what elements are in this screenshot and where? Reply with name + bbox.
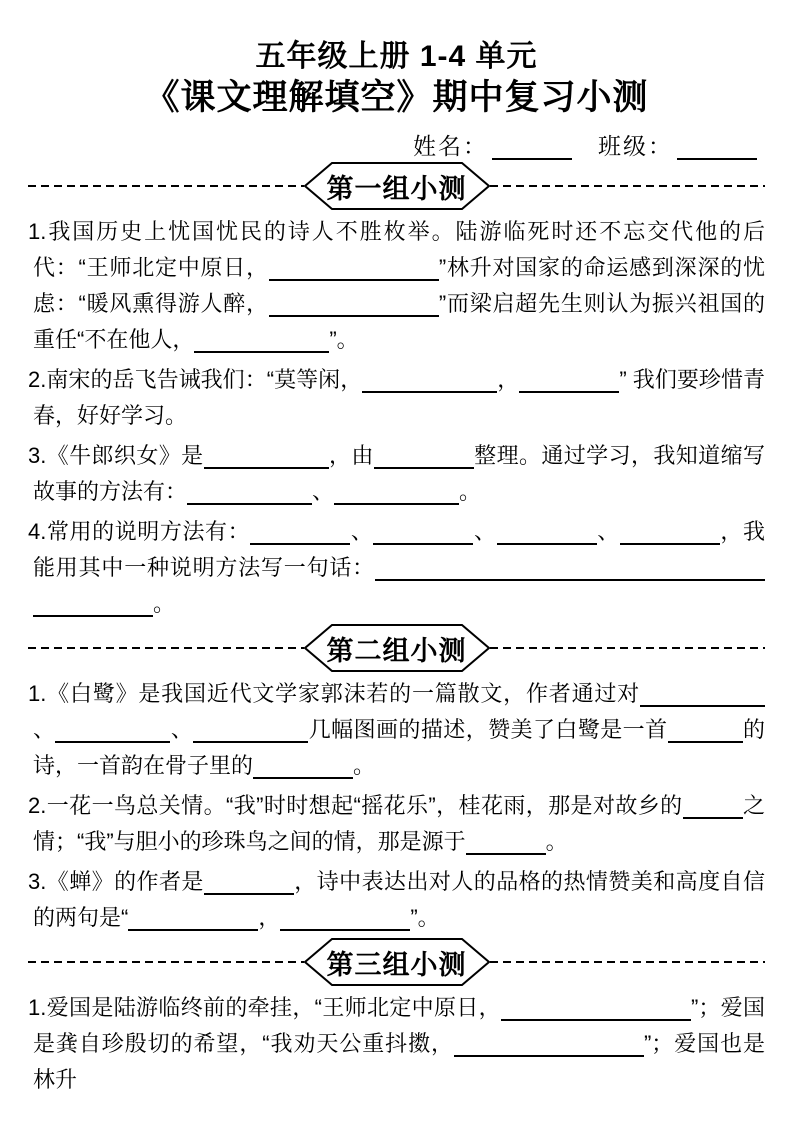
blank-line [269,291,439,317]
question-text: ，由 [328,443,374,468]
question [28,362,765,434]
section-divider [28,162,765,210]
blank-line [204,869,294,895]
blank-line [128,905,258,931]
divider-dash-right [490,961,766,963]
question-text: 南宋的岳飞告诫我们：“莫等闲， [46,367,363,392]
class-blank-line [677,134,757,160]
question [28,676,765,784]
divider-dash-right [490,647,766,649]
question [28,438,765,510]
question-number: 4. [28,519,47,544]
question-text: ，诗中表达出对人的品格的热情赞美和高度自信的两句是“ [33,869,765,930]
divider-dash-left [28,647,304,649]
question-text: ， [497,367,520,392]
class-label: 班级： [598,133,673,159]
hexagon-badge [304,938,490,986]
hexagon-badge [304,624,490,672]
question-number: 2. [28,367,47,392]
blank-line [253,753,353,779]
question-text: 。 [459,479,482,504]
question [28,788,765,860]
blank-line [373,519,473,545]
blank-line [193,717,308,743]
question-text: 一花一鸟总关情。“我”时时想起“摇花乐”，桂花雨，那是对故乡的 [46,793,683,818]
blank-line [375,555,765,581]
question-text: ，我能用其中一种说明方法写一句话： [33,519,765,580]
question-text: 、 [473,519,497,544]
page-title-line2: 《课文理解填空》期中复习小测 [144,78,649,117]
blank-line [204,443,329,469]
blank-line [454,1031,644,1057]
blank-line [683,793,743,819]
blank-line [187,479,312,505]
question-text: 的诗，一首韵在骨子里的 [33,717,765,778]
name-label: 姓名： [413,133,488,159]
blank-line [668,717,743,743]
blank-line [501,995,691,1021]
question-text: 《白鹭》是我国近代文学家郭沫若的一篇散文，作者通过对 [46,681,640,706]
question-number: 3. [28,443,47,468]
question-text: 、 [596,519,620,544]
question-number: 1. [28,219,47,244]
question-text: 。 [153,591,176,616]
question-text: 爱国是陆游临终前的牵挂，“王师北定中原日， [46,995,502,1020]
blank-line [640,681,765,707]
blank-line [620,519,720,545]
section-divider [28,938,765,986]
question [28,864,765,936]
question-text: 。 [545,829,568,854]
hexagon-badge [304,162,490,210]
question-text: ”。 [329,327,359,352]
section-divider-label: 第三组小测 [326,949,467,980]
question-text: 、 [312,479,335,504]
question-text: ”。 [410,905,440,930]
question-text: 整理。通过学习，我知道缩写故事的方法有： [33,443,765,504]
name-blank-line [492,134,572,160]
question-text: 几幅图画的描述，赞美了白鹭是一首 [308,717,668,742]
blank-line [374,443,474,469]
question-text: 、 [350,519,374,544]
question-text: ”；爱国是龚自珍殷切的希望，“我劝天公重抖擞， [33,995,766,1056]
question-text: ， [258,905,281,930]
question-text: 《蝉》的作者是 [46,869,204,894]
blank-line [194,327,329,353]
sections-container [28,162,765,1098]
divider-dash-left [28,961,304,963]
name-class-row [28,133,765,160]
question [28,514,765,622]
question-text: 。 [353,753,376,778]
question-text: 之情；“我”与胆小的珍珠鸟之间的情，那是源于 [33,793,765,854]
divider-dash-right [490,185,766,187]
blank-line [250,519,350,545]
section-divider-label: 第一组小测 [326,173,467,204]
question-text: 、 [33,717,56,742]
blank-line [497,519,597,545]
question-number: 1. [28,681,47,706]
blank-line [362,367,497,393]
divider-dash-left [28,185,304,187]
blank-line [269,255,439,281]
question-number: 1. [28,995,47,1020]
question-text: 我国历史上忧国忧民的诗人不胜枚举。陆游临死时还不忘交代他的后代：“王师北定中原日， [33,219,765,280]
blank-line [519,367,619,393]
question-text: 、 [170,717,194,742]
question-number: 3. [28,869,47,894]
blank-line [55,717,170,743]
question [28,990,765,1098]
question-text: ”而梁启超先生则认为振兴祖国的重任“不在他人， [33,291,766,352]
question-text: ”；爱国也是林升 [33,1031,766,1092]
page-title-line1: 五年级上册 1-4 单元 [255,40,538,73]
blank-line [33,591,153,617]
question-text: 《牛郎织女》是 [46,443,204,468]
blank-line [280,905,410,931]
question-number: 2. [28,793,47,818]
blank-line [334,479,459,505]
question-text: 常用的说明方法有： [46,519,251,544]
section-divider-label: 第二组小测 [326,635,467,666]
blank-line [466,829,546,855]
section-divider [28,624,765,672]
question-text: ”林升对国家的命运感到深深的忧虑：“暖风熏得游人醉， [33,255,766,316]
question [28,214,765,358]
question-text: ” 我们要珍惜青春，好好学习。 [33,367,765,428]
